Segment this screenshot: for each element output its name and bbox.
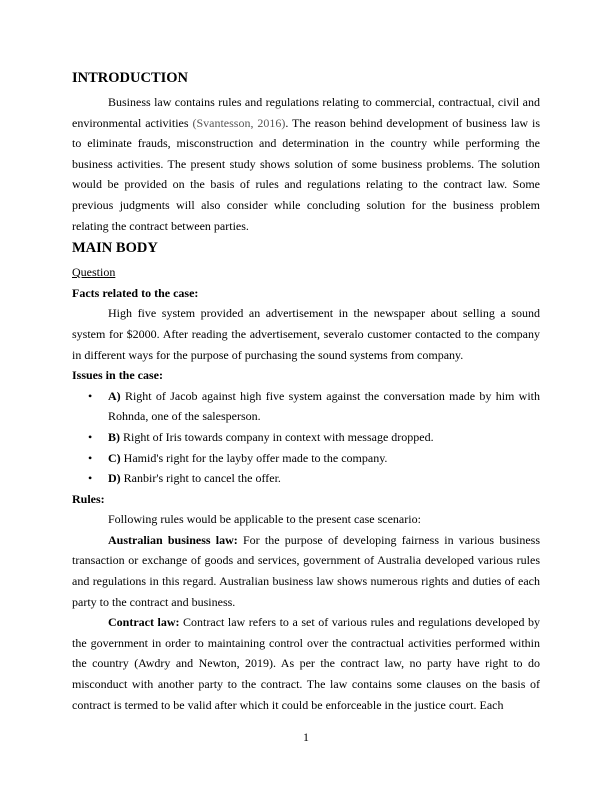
issue-item-a <box>72 386 540 427</box>
bullet-icon: • <box>88 388 93 403</box>
issues-label: Issues in the case: <box>72 368 164 383</box>
bullet-icon: • <box>88 450 93 465</box>
abl-term: Australian business law: <box>108 532 238 547</box>
page-number: 1 <box>303 730 309 744</box>
cl-term: Contract law: <box>108 615 180 630</box>
intro-paragraph <box>72 92 540 236</box>
intro-text-start: Business law contains rules and regulations relating to commercial, contractual, civil and environmental activities <box>72 95 540 130</box>
cl-text: Contract law refers to a set of various rules and regulations developed by the government in order to maintaining control over the contractual activities performed within the country (Awdry and Newton, 2019). As per the contract law, no party have right to do misconduct with another party to the contract. The law contains some clauses on the basis of contract is termed to be valid after which it could be enforceable in the justice court. Each <box>72 615 540 712</box>
bullet-icon: • <box>88 429 93 444</box>
intro-text-end: . The reason behind development of business law is to eliminate frauds, misconstruction and determination in the country while performing the business activities. The present study shows solution of some business problems. The solution would be provided on the basis of rules and regulations relating to the contract law. Some previous judgments will also consider while concluding solution for the business problem relating the contract between parties. <box>72 115 540 233</box>
issue-text: Hamid's right for the layby offer made to the company. <box>120 450 388 465</box>
issue-letter: D) <box>108 471 121 486</box>
issue-text: Ranbir's right to cancel the offer. <box>120 471 281 486</box>
issue-letter: C) <box>108 450 121 465</box>
facts-paragraph: High five system provided an advertisement in the newspaper about selling a sound system for $2000. After reading the advertisement, severalo customer contacted to the company in different ways for the purpose of purchasing the sound systems from company. <box>72 306 540 362</box>
issue-text: Right of Jacob against high five system against the conversation made by him with Rohnda, one of the salesperson. <box>108 388 540 424</box>
australian-business-law-paragraph <box>72 530 540 612</box>
facts-label: Facts related to the case: <box>72 285 199 300</box>
intro-heading: INTRODUCTION <box>72 70 189 86</box>
intro-citation: (Svantesson, 2016) <box>192 115 286 130</box>
contract-law-paragraph <box>72 612 540 715</box>
main-heading: MAIN BODY <box>72 240 158 257</box>
issue-letter: B) <box>108 429 120 444</box>
bullet-icon: • <box>88 471 93 486</box>
document-page <box>72 68 540 715</box>
issue-item-c <box>72 448 540 469</box>
issue-text: Right of Iris towards company in context with message dropped. <box>120 429 434 444</box>
issues-list <box>72 386 540 489</box>
rules-label: Rules: <box>72 491 105 506</box>
issue-item-b <box>72 427 540 448</box>
abl-text: For the purpose of developing fairness in various business transaction or exchange of goods and services, government of Australia developed various rules and regulations in this regard. Australian business law shows numerous rights and duties of each party to the contract and business. <box>72 532 540 609</box>
issue-item-d <box>72 468 540 489</box>
rules-intro: Following rules would be applicable to the present case scenario: <box>108 512 421 527</box>
question-label: Question <box>72 265 116 280</box>
issue-letter: A) <box>108 388 121 403</box>
